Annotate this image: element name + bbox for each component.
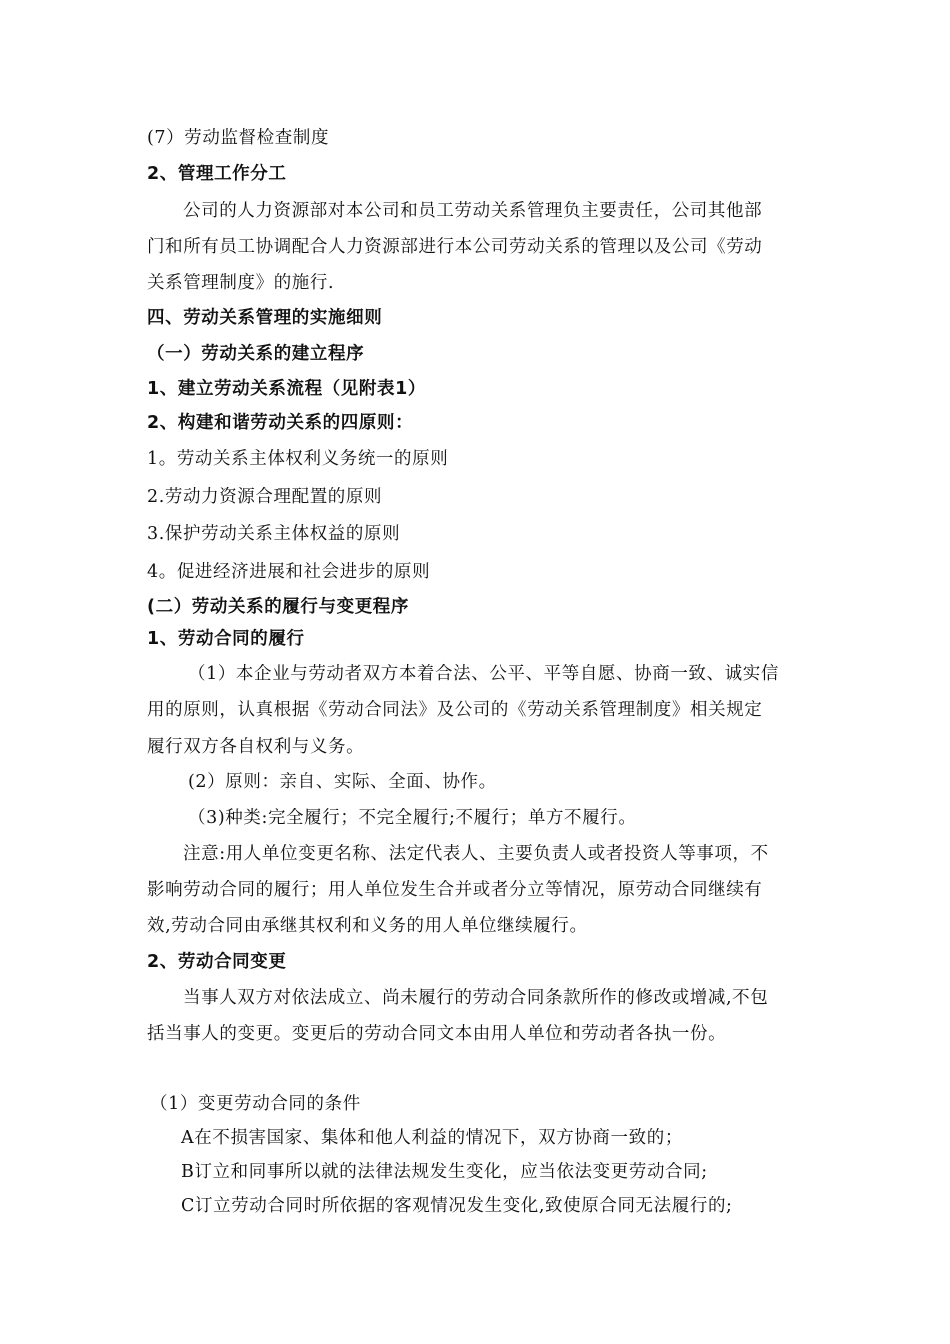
paragraph-line: 关系管理制度》的施行. (147, 273, 335, 293)
list-item-supervision: (7）劳动监督检查制度 (147, 128, 330, 148)
subsection-heading-establishment: （一）劳动关系的建立程序 (147, 344, 365, 364)
principle-item: 2.劳动力资源合理配置的原则 (147, 487, 383, 507)
paragraph-line: 注意:用人单位变更名称、法定代表人、主要负责人或者投资人等事项，不 (183, 844, 769, 864)
principle-item: 3.保护劳动关系主体权益的原则 (147, 524, 401, 544)
heading-establish-process: 1、建立劳动关系流程（见附表1） (147, 379, 426, 399)
paragraph-line: 用的原则，认真根据《劳动合同法》及公司的《劳动关系管理制度》相关规定 (147, 700, 763, 720)
heading-contract-performance: 1、劳动合同的履行 (147, 629, 305, 649)
principle-item: 1。劳动关系主体权利义务统一的原则 (147, 449, 449, 469)
condition-item: A在不损害国家、集体和他人利益的情况下，双方协商一致的； (181, 1128, 683, 1148)
paragraph-line: 效,劳动合同由承继其权利和义务的用人单位继续履行。 (147, 916, 588, 936)
paragraph-line: (2）原则：亲自、实际、全面、协作。 (188, 772, 497, 792)
subsection-heading-performance: (二）劳动关系的履行与变更程序 (147, 597, 409, 617)
paragraph-line: 括当事人的变更。变更后的劳动合同文本由用人单位和劳动者各执一份。 (147, 1024, 727, 1044)
paragraph-line: （1）变更劳动合同的条件 (150, 1094, 361, 1114)
condition-item: B订立和同事所以就的法律法规发生变化，应当依法变更劳动合同; (181, 1162, 708, 1182)
principle-item: 4。促进经济进展和社会进步的原则 (147, 562, 431, 582)
paragraph-line: 履行双方各自权利与义务。 (147, 737, 365, 757)
heading-contract-change: 2、劳动合同变更 (147, 952, 287, 972)
paragraph-line: 门和所有员工协调配合人力资源部进行本公司劳动关系的管理以及公司《劳动 (147, 237, 763, 257)
heading-four-principles: 2、构建和谐劳动关系的四原则： (147, 413, 414, 433)
paragraph-line: （1）本企业与劳动者双方本着合法、公平、平等自愿、协商一致、诚实信 (188, 664, 779, 684)
heading-division-of-work: 2、管理工作分工 (147, 164, 287, 184)
condition-item: C订立劳动合同时所依据的客观情况发生变化,致使原合同无法履行的; (181, 1196, 733, 1216)
paragraph-line: （3)种类:完全履行；不完全履行;不履行；单方不履行。 (188, 808, 637, 828)
paragraph-line: 当事人双方对依法成立、尚未履行的劳动合同条款所作的修改或增减,不包 (183, 988, 769, 1008)
paragraph-line: 公司的人力资源部对本公司和员工劳动关系管理负主要责任，公司其他部 (183, 201, 763, 221)
section-heading-four: 四、劳动关系管理的实施细则 (147, 308, 383, 328)
paragraph-line: 影响劳动合同的履行；用人单位发生合并或者分立等情况，原劳动合同继续有 (147, 880, 763, 900)
